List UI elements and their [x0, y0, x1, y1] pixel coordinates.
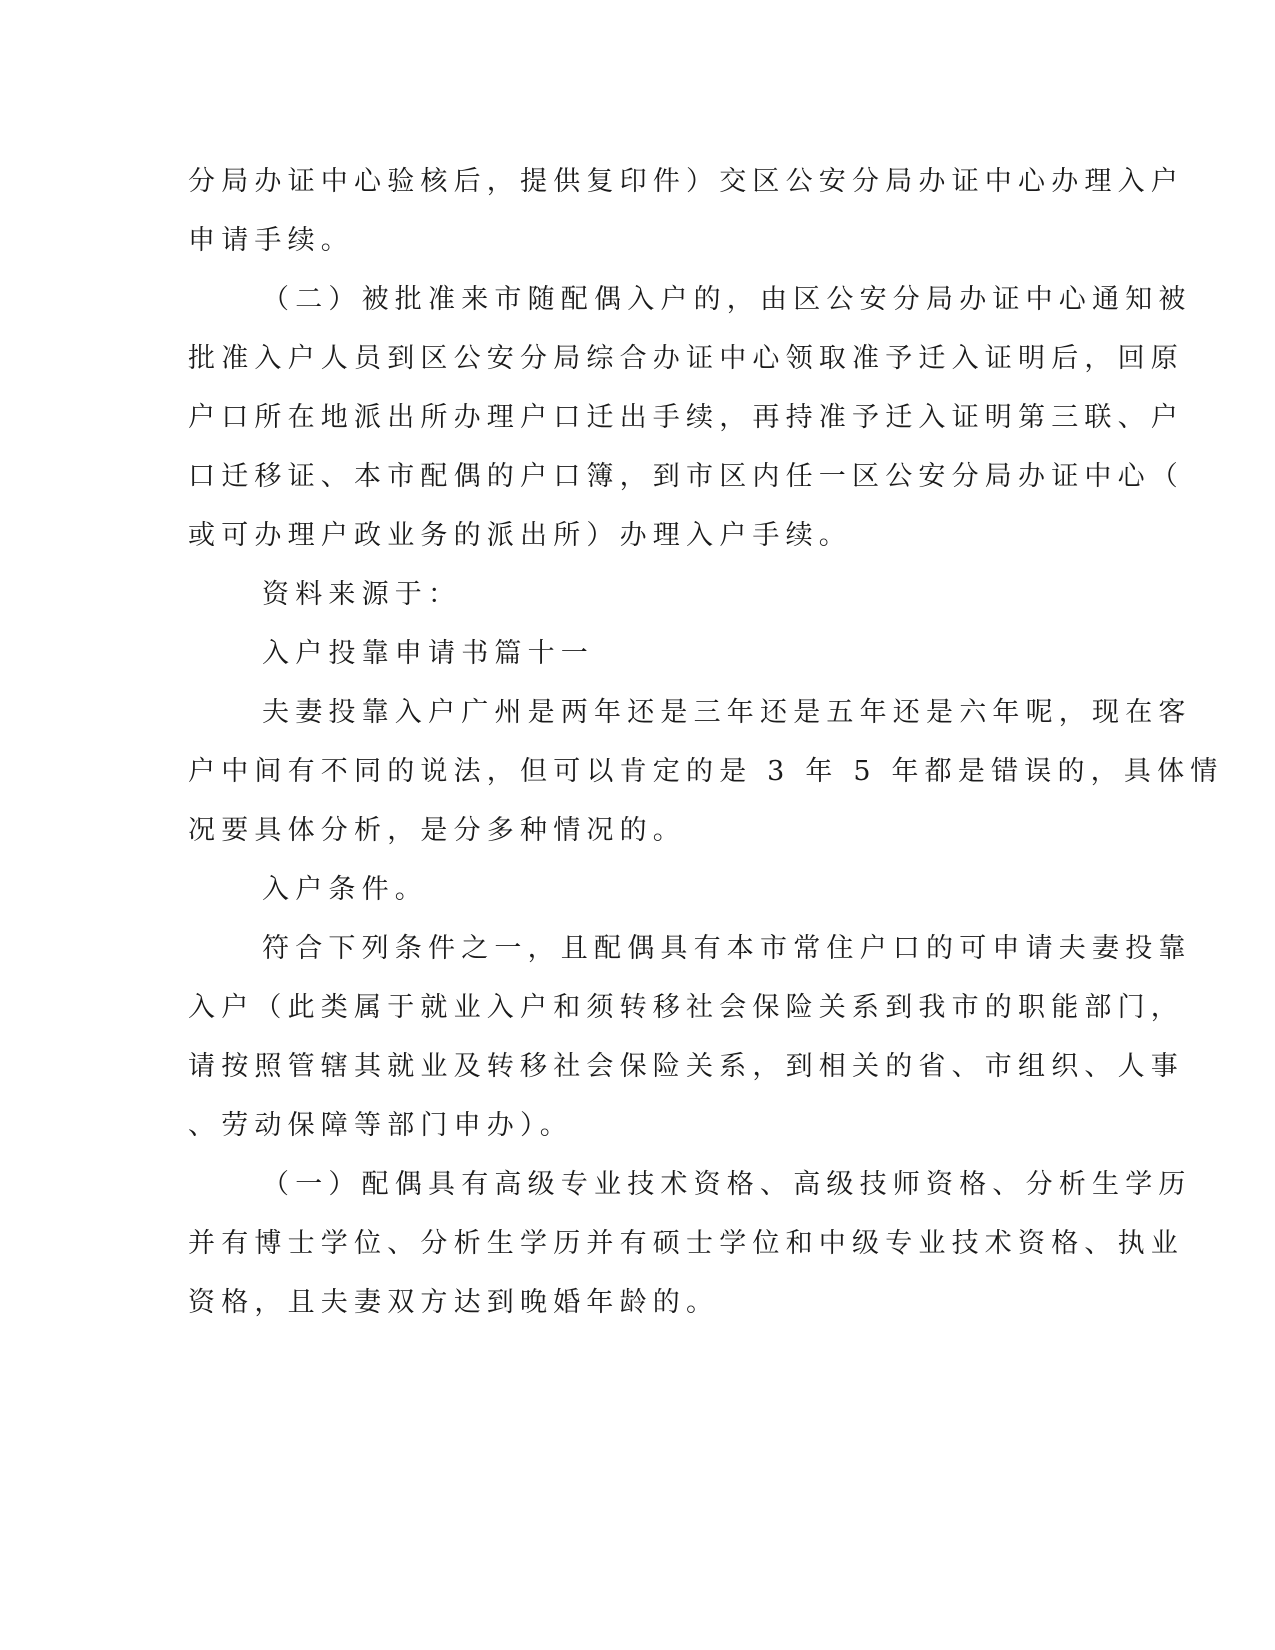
paragraph-line: 申请手续。 — [188, 225, 354, 256]
paragraph-line: 资格，且夫妻双方达到晚婚年龄的。 — [188, 1287, 720, 1318]
paragraph-line: 口迁移证、本市配偶的户口簿，到市区内任一区公安分局办证中心（ — [188, 461, 1184, 492]
paragraph-line: 批准入户人员到区公安分局综合办证中心领取准予迁入证明后，回原 — [188, 343, 1184, 374]
paragraph-line: 、劳动保障等部门申办）。 — [188, 1110, 573, 1141]
paragraph-line: 分局办证中心验核后，提供复印件）交区公安分局办证中心办理入户 — [188, 166, 1184, 197]
paragraph-line: 或可办理户政业务的派出所）办理入户手续。 — [188, 520, 852, 551]
paragraph-line: 资料来源于： — [262, 579, 462, 610]
paragraph-line: 夫妻投靠入户广州是两年还是三年还是五年还是六年呢，现在客 — [262, 697, 1192, 728]
section-heading: 入户投靠申请书篇十一 — [262, 638, 594, 669]
paragraph-line: 入户（此类属于就业入户和须转移社会保险关系到我市的职能部门， — [188, 992, 1184, 1023]
paragraph-line: 请按照管辖其就业及转移社会保险关系，到相关的省、市组织、人事 — [188, 1051, 1184, 1082]
paragraph-line: （一）配偶具有高级专业技术资格、高级技师资格、分析生学历 — [262, 1169, 1192, 1200]
paragraph-line: （二）被批准来市随配偶入户的，由区公安分局办证中心通知被 — [262, 284, 1192, 315]
paragraph-line: 况要具体分析，是分多种情况的。 — [188, 815, 686, 846]
paragraph-line: 户中间有不同的说法，但可以肯定的是 3 年 5 年都是错误的，具体情 — [188, 756, 1224, 787]
paragraph-line: 并有博士学位、分析生学历并有硕士学位和中级专业技术资格、执业 — [188, 1228, 1184, 1259]
paragraph-line: 入户条件。 — [262, 874, 428, 905]
paragraph-line: 符合下列条件之一，且配偶具有本市常住户口的可申请夫妻投靠 — [262, 933, 1192, 964]
paragraph-line: 户口所在地派出所办理户口迁出手续，再持准予迁入证明第三联、户 — [188, 402, 1184, 433]
